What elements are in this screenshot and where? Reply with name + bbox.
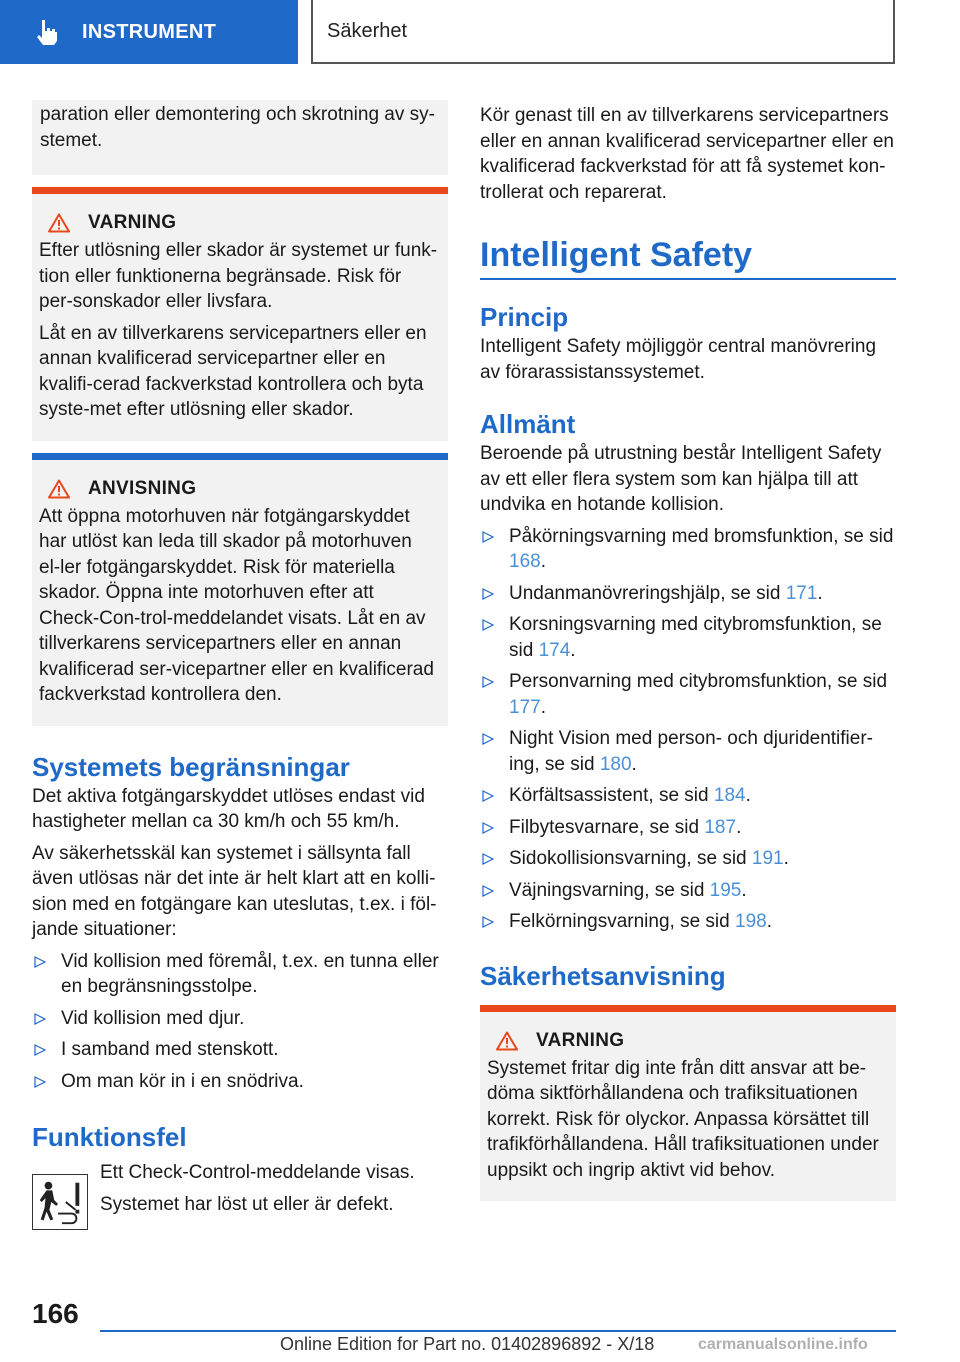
- arrow-right-icon: [482, 853, 494, 865]
- list-item: [480, 846, 896, 872]
- warning-triangle-icon: [496, 1031, 518, 1051]
- list-item-end: .: [540, 696, 546, 718]
- arrow-right-icon: [482, 733, 494, 745]
- page-link[interactable]: 191: [751, 848, 784, 869]
- section-title: Säkerhet: [327, 19, 408, 42]
- section-tab-label: INSTRUMENT: [82, 20, 217, 43]
- arrow-right-icon: [34, 956, 46, 968]
- page-link[interactable]: 171: [785, 582, 818, 604]
- arrow-right-icon: [482, 531, 494, 543]
- list-item-end: .: [783, 848, 789, 869]
- list-item-text: Om man kör in i en snödriva.: [61, 1070, 304, 1092]
- pedestrian-warning-icon: [32, 1174, 88, 1230]
- arrow-right-icon: [34, 1013, 46, 1025]
- page-link[interactable]: 168: [509, 551, 541, 572]
- page-number: 166: [32, 1298, 79, 1329]
- limits-para-1: Det aktiva fotgängarskyddet utlöses endast vid hastigheter mellan ca 30 km/h och 55 km/h.: [32, 785, 425, 832]
- list-item-text: Påkörningsvarning med bromsfunktion, se sid: [509, 525, 894, 547]
- notice-para-1: Att öppna motorhuven när fotgängarskyddet har utlöst kan leda till skador på motorhuven el-ler fotgängarskyddet. Risk för materiella skador. Öppna inte motorhuven efter att Check-Con-trol-meddelandet visats. Låt en av tillverkarens servicepartners eller en annan kvalificerad ser-vicepartner eller en kvalificerad fackverkstad kontrollera den.: [39, 505, 434, 705]
- list-item: [32, 1069, 448, 1095]
- arrow-right-icon: [34, 1076, 46, 1088]
- page-link[interactable]: 198: [735, 911, 767, 932]
- list-item-text: Night Vision med person- och djuridentifier-ing, se sid: [509, 728, 873, 775]
- main-heading: Intelligent Safety: [480, 236, 753, 274]
- list-item: [480, 581, 896, 607]
- arrow-right-icon: [482, 619, 494, 631]
- principle-heading: Princip: [480, 302, 569, 332]
- list-item-text: Undanmanövreringshjälp, se sid: [509, 582, 786, 604]
- continued-box: [32, 100, 448, 175]
- list-item-text: Väjningsvarning, se sid: [509, 879, 710, 901]
- arrow-right-icon: [482, 588, 494, 600]
- list-item-text: Vid kollision med föremål, t.ex. en tunna eller en begränsningsstolpe.: [61, 950, 439, 997]
- safety-warning-box: [480, 1005, 896, 1202]
- list-item: [32, 1006, 448, 1032]
- list-item-text: I samband med stenskott.: [61, 1039, 279, 1060]
- list-item-end: .: [570, 639, 576, 661]
- notice-triangle-icon: [48, 479, 70, 499]
- list-item-text: Felkörningsvarning, se sid: [509, 911, 735, 932]
- section-tab[interactable]: [0, 0, 298, 64]
- list-item: [32, 949, 448, 1000]
- page-link[interactable]: 180: [599, 753, 632, 775]
- list-item-end: .: [631, 753, 637, 775]
- list-item: [480, 878, 896, 904]
- intro-text: Kör genast till en av tillverkarens servicepartners eller en annan kvalificerad servicepartner eller en kvalificerad fackverkstad för att få systemet kon-trollerat och reparerat.: [480, 105, 895, 203]
- list-item-text: Korsningsvarning med citybromsfunktion, se sid: [509, 614, 882, 661]
- warning-para-1: Efter utlösning eller skador är systemet ur funk-tion eller funktionerna begränsade. Risk för per-sonskador eller livsfara.: [39, 240, 438, 312]
- list-item: [480, 726, 896, 777]
- arrow-right-icon: [482, 676, 494, 688]
- fault-line-1: Ett Check-Control-meddelande visas.: [100, 1162, 415, 1183]
- notice-box: [32, 453, 448, 726]
- general-heading: Allmänt: [480, 409, 576, 439]
- footer-watermark: carmanualsonline.info: [698, 1336, 868, 1353]
- left-column: [32, 100, 448, 1230]
- list-item-text: Sidokollisionsvarning, se sid: [509, 848, 752, 869]
- list-item-end: .: [745, 785, 751, 806]
- page-link[interactable]: 174: [538, 639, 571, 661]
- arrow-right-icon: [482, 885, 494, 897]
- list-item-end: .: [817, 582, 823, 604]
- footer-rule: [100, 1330, 896, 1332]
- arrow-right-icon: [482, 822, 494, 834]
- section-title-box: [311, 0, 895, 64]
- footer-edition: Online Edition for Part no. 01402896892 - X/18: [280, 1334, 655, 1354]
- fault-heading: Funktionsfel: [32, 1122, 187, 1152]
- list-item-end: .: [741, 879, 747, 901]
- list-item-end: .: [540, 551, 546, 572]
- continued-text: paration eller demontering och skrotning av sy-stemet.: [40, 104, 435, 151]
- list-item-text: Körfältsassistent, se sid: [509, 785, 714, 806]
- principle-text: Intelligent Safety möjliggör central manövrering av förarassistanssystemet.: [480, 336, 877, 383]
- general-list: [480, 524, 896, 935]
- fault-line-2: Systemet har löst ut eller är defekt.: [100, 1193, 394, 1215]
- page-link[interactable]: 177: [509, 696, 541, 718]
- list-item: [480, 524, 896, 575]
- general-text: Beroende på utrustning består Intelligent Safety av ett eller flera system som kan hjälpa till att undvika en hotande kollision.: [480, 443, 882, 515]
- limits-para-2: Av säkerhetsskäl kan systemet i sällsynta fall även utlösas när det inte är helt klart att en kolli-sion med en fotgängare kan uteslutas, t.ex. i föl-jande situationer:: [32, 842, 437, 940]
- page-link[interactable]: 187: [704, 816, 737, 838]
- list-item: [480, 612, 896, 663]
- warning-para-2: Låt en av tillverkarens servicepartners eller en annan kvalificerad servicepartner eller en kvalifi-cerad fackverkstad kontrollera och byta syste-met efter utlösning eller skador.: [39, 322, 427, 420]
- safety-warning-text: Systemet fritar dig inte från ditt ansvar att be-döma siktförhållandena och trafiksituationen korrekt. Risk för olyckor. Anpassa körsättet till trafikförhållandena. Håll trafiksituationen under uppsikt och ingrip aktivt vid behov.: [487, 1057, 879, 1181]
- list-item: [480, 783, 896, 809]
- fault-row: [32, 1160, 448, 1230]
- list-item-end: .: [736, 816, 742, 838]
- arrow-right-icon: [34, 1044, 46, 1056]
- warning-title: VARNING: [88, 212, 177, 233]
- right-column: [480, 103, 896, 1201]
- limits-heading: Systemets begränsningar: [32, 751, 350, 782]
- list-item-end: .: [766, 911, 772, 932]
- notice-title: ANVISNING: [88, 477, 197, 499]
- list-item-text: Vid kollision med djur.: [61, 1007, 245, 1029]
- warning-triangle-icon: [48, 213, 70, 233]
- limits-list: [32, 949, 448, 1095]
- page-link[interactable]: 195: [709, 879, 742, 901]
- warning-box: [32, 187, 448, 441]
- arrow-right-icon: [482, 790, 494, 802]
- list-item: [480, 909, 896, 935]
- arrow-right-icon: [482, 916, 494, 928]
- list-item-text: Personvarning med citybromsfunktion, se sid: [509, 671, 888, 692]
- list-item: [480, 815, 896, 841]
- list-item-text: Filbytesvarnare, se sid: [509, 816, 705, 838]
- main-heading-wrap: [480, 235, 896, 280]
- list-item: [32, 1037, 448, 1063]
- safety-heading: Säkerhetsanvisning: [480, 960, 726, 991]
- list-item: [480, 669, 896, 720]
- safety-warning-title: VARNING: [536, 1029, 625, 1051]
- hand-pointer-icon: [32, 17, 62, 47]
- page-link[interactable]: 184: [713, 785, 746, 806]
